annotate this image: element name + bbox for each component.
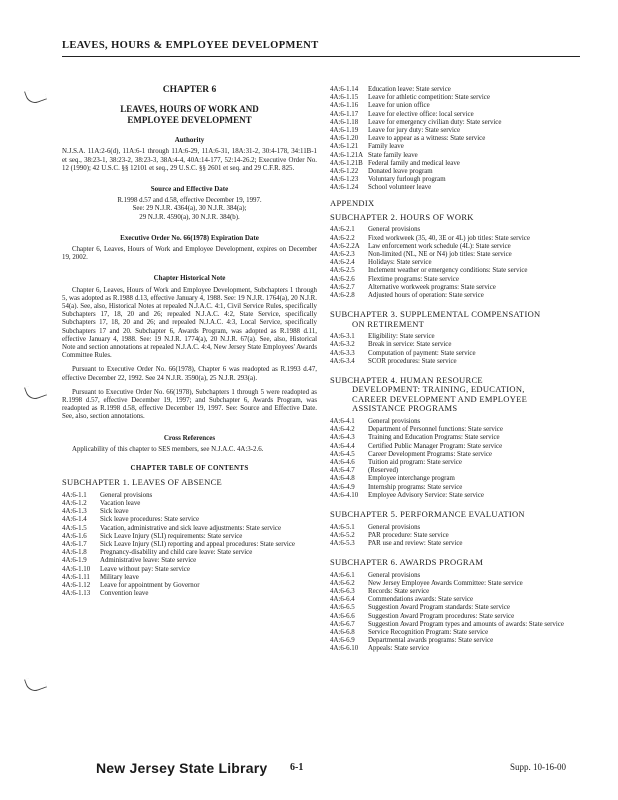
subchapter-1-heading: SUBCHAPTER 1. LEAVES OF ABSENCE [62,477,223,488]
toc-entry-title: Donated leave program [368,168,433,176]
toc-heading: CHAPTER TABLE OF CONTENTS [130,464,249,473]
toc-entry [330,143,585,151]
toc-entry-number: 4A:6-1.8 [62,549,87,557]
toc-entry [62,566,317,574]
toc-entry-number: 4A:6-1.6 [62,532,87,540]
toc-entry-number: 4A:6-2.1 [330,226,355,234]
toc-entry-title: General provisions [368,417,421,425]
toc-entry-title: Non-limited (NL, NE or N4) job titles: State service [368,250,512,258]
toc-entry-number: 4A:6-1.7 [62,541,87,549]
toc-entry-title: Commendations awards: State service [368,596,474,604]
subchapter-4-heading-line: CAREER DEVELOPMENT AND EMPLOYEE [352,393,528,404]
toc-entry-title: Fixed workweek (35, 40, 3E or 4L) job titles: State service [368,234,530,242]
source-heading: Source and Effective Date [150,185,229,194]
toc-entry-title: Flextime programs: State service [368,275,459,283]
running-header: LEAVES, HOURS & EMPLOYEE DEVELOPMENT [62,40,319,51]
authority-heading: Authority [174,136,205,145]
toc-entry-number: 4A:6-2.4 [330,259,355,267]
toc-entry-number: 4A:6-4.5 [330,450,355,458]
exec-order-text: Chapter 6, Leaves, Hours of Work and Employee Development, expires on December 19, 2002. [62,246,317,262]
toc-entry-number: 4A:6-1.9 [62,557,87,565]
toc-entry [330,434,585,442]
history-paragraph: Chapter 6, Leaves, Hours of Work and Employee Development, Subchapters 1 through 5, was adopted as R.1988 d.13, effective January 4, 1988. See: 19 N.J.R. 1764(a), 20 N.J.R. 54(a). See, also, Historical Notes at repealed N.J.A.C. 4:1, Civil Service Rules, specifically Subchapters 17, 18, 20 and 26; repealed N.J.A.C. 4:2, State Service, specifically Subchapters 17, 18, 20 and 26; and repealed N.J.A.C. 4:3, Local Service, specifically Subchapters 17 and 20. Subchapter 6, Awards Program, was adopted as R.1988 d.11, effective January 4, 1988. See: 19 N.J.R. 1774(a), 20 N.J.R. 67(a). See, also, Historical Note and section annotations at repealed N.J.A.C. 4:4, New Jersey State Employees' Awards Committee Rules. [62,286,317,360]
toc-entry [62,557,317,565]
toc-entry-title: Eligibility: State service [368,333,435,341]
toc-entry-number: 4A:6-1.16 [330,102,359,110]
toc-entry-title: Leave without pay: State service [100,565,190,573]
toc-entry-title: Leave to appear as a witness: State service [368,135,486,143]
toc-entry [330,284,585,292]
subchapter-6-heading: SUBCHAPTER 6. AWARDS PROGRAM [330,557,484,568]
toc-entry-number: 4A:6-6.10 [330,645,359,653]
toc-entry-title: Suggestion Award Program procedures: State service [368,612,515,620]
toc-entry-number: 4A:6-1.17 [330,110,359,118]
toc-entry-title: Suggestion Award Program standards: State service [368,604,510,612]
toc-entry [62,582,317,590]
toc-entry-number: 4A:6-1.13 [62,590,91,598]
toc-entry-title: Education leave: State service [368,86,451,93]
toc-entry-number: 4A:6-6.6 [330,612,355,620]
toc-entry-title: Break in service: State service [368,341,452,349]
toc-entry-number: 4A:6-1.22 [330,168,359,176]
toc-entry-title: Departmental awards programs: State service [368,637,494,645]
toc-entry-title: Sick Leave Injury (SLI) requirements: State service [100,532,243,540]
toc-entry [330,621,585,629]
toc-entry-number: 4A:6-2.7 [330,283,355,291]
toc-entry-number: 4A:6-5.2 [330,531,355,539]
toc-entry-number: 4A:6-1.21 [330,143,359,151]
toc-entry-title: Certified Public Manager Program: State service [368,442,503,450]
toc-entry [62,525,317,533]
toc-entry [62,492,317,500]
toc-entry-number: 4A:6-1.21A [330,151,364,159]
toc-entry-title: Leave for athletic competition: State service [368,94,490,102]
margin-check-mark [24,381,47,402]
subchapter-5-heading: SUBCHAPTER 5. PERFORMANCE EVALUATION [330,509,525,520]
toc-entry-title: Sick leave procedures: State service [100,516,200,524]
toc-entry-title: Family leave [368,143,404,151]
toc-entry-number: 4A:6-4.1 [330,417,355,425]
toc-entry-number: 4A:6-1.15 [330,94,359,102]
margin-check-mark [24,673,47,694]
margin-check-mark [24,85,47,106]
toc-entry-number: 4A:6-1.5 [62,524,87,532]
toc-entry [330,572,585,580]
toc-entry [330,588,585,596]
toc-entry [330,152,585,160]
toc-entry-title: Sick leave [100,508,129,516]
page-number: 6-1 [290,762,304,773]
toc-entry-number: 4A:6-4.4 [330,442,355,450]
subchapter-3-heading-line: SUBCHAPTER 3. SUPPLEMENTAL COMPENSATION [330,309,541,320]
toc-entry-number: 4A:6-1.20 [330,135,359,143]
subchapter-4-heading-line: ASSISTANCE PROGRAMS [352,403,458,414]
toc-entry [330,127,585,135]
toc-entry [62,500,317,508]
subchapter-4-list [330,418,585,500]
toc-entry [330,418,585,426]
toc-entry-title: Leave for elective office: local service [368,110,474,118]
toc-entry-number: 4A:6-6.2 [330,579,355,587]
subchapter-3-list [330,333,585,366]
toc-entry-number: 4A:6-1.21B [330,159,363,167]
toc-entry-title: General provisions [368,571,421,579]
toc-entry-number: 4A:6-1.10 [62,565,91,573]
toc-entry-title: (Reserved) [368,467,399,475]
toc-entry [330,251,585,259]
toc-entry-title: Vacation leave [100,500,141,507]
toc-entry [330,111,585,119]
toc-entry [330,540,585,548]
chapter-title [62,104,317,126]
toc-entry [62,533,317,541]
toc-entry-title: Inclement weather or emergency conditions: State service [368,267,528,275]
library-stamp: New Jersey State Library [96,760,268,776]
toc-entry-number: 4A:6-1.3 [62,508,87,516]
toc-entry-title: Vacation, administrative and sick leave adjustments: State service [100,524,282,532]
cross-references-text: Applicability of this chapter to SES members, see N.J.A.C. 4A:3-2.6. [72,445,264,453]
toc-entry-title: Sick Leave Injury (SLI) reporting and appeal procedures: State service [100,541,295,549]
toc-entry-number: 4A:6-5.3 [330,539,355,547]
toc-entry-number: 4A:6-6.1 [330,571,355,579]
toc-entry-number: 4A:6-1.14 [330,86,359,93]
toc-entry [330,613,585,621]
toc-entry [62,549,317,557]
subchapter-1-list-continued [330,86,585,193]
exec-order-heading: Executive Order No. 66(1978) Expiration Date [120,233,259,242]
toc-entry-number: 4A:6-4.2 [330,426,355,434]
toc-entry-title: Training and Education Programs: State service [368,434,500,442]
chapter-number: CHAPTER 6 [162,85,217,95]
toc-entry-title: Leave for emergency civilian duty: State service [368,118,502,126]
toc-entry [330,645,585,653]
appendix-heading: APPENDIX [330,197,375,208]
toc-entry-title: Voluntary furlough program [368,176,446,184]
toc-entry-number: 4A:6-1.1 [62,491,87,499]
toc-entry [62,516,317,524]
toc-entry [330,524,585,532]
toc-entry-number: 4A:6-2.8 [330,291,355,299]
toc-entry-number: 4A:6-6.4 [330,596,355,604]
toc-entry [330,102,585,110]
toc-entry-title: PAR use and review: State service [368,539,463,547]
toc-entry-title: Tuition aid program: State service [368,459,462,466]
toc-entry-title: General provisions [368,226,421,234]
subchapter-4-heading-line: DEVELOPMENT: TRAINING, EDUCATION, [352,384,525,395]
toc-entry [330,492,585,500]
toc-entry-number: 4A:6-1.23 [330,176,359,184]
toc-entry [330,235,585,243]
toc-entry-title: Adjusted hours of operation: State service [368,291,484,299]
toc-entry-number: 4A:6-4.7 [330,467,355,475]
toc-entry [330,532,585,540]
toc-entry-number: 4A:6-1.4 [62,516,87,524]
toc-entry-number: 4A:6-3.3 [330,349,355,357]
toc-entry [330,243,585,251]
toc-entry [330,358,585,366]
toc-entry-number: 4A:6-1.11 [62,573,90,581]
toc-entry-title: Leave for jury duty: State service [368,127,461,135]
toc-entry [330,467,585,475]
toc-entry-title: Convention leave [100,590,149,598]
toc-entry-title: General provisions [368,523,421,531]
toc-entry [330,292,585,300]
toc-entry-number: 4A:6-6.5 [330,604,355,612]
toc-entry [330,94,585,102]
toc-entry-number: 4A:6-4.3 [330,434,355,442]
subchapter-3-heading-line: ON RETIREMENT [352,318,425,329]
toc-entry-number: 4A:6-6.7 [330,620,355,628]
toc-entry-number: 4A:6-2.5 [330,267,355,275]
toc-entry-title: Appeals: State service [368,645,430,653]
toc-entry-number: 4A:6-4.10 [330,491,359,499]
toc-entry [330,484,585,492]
toc-entry-title: Employee interchange program [368,475,455,483]
subchapter-5-list [330,524,585,549]
toc-entry [330,333,585,341]
toc-entry [330,350,585,358]
toc-entry [330,637,585,645]
toc-entry-number: 4A:6-1.2 [62,500,87,507]
subchapter-4-heading [330,376,585,414]
right-column [330,86,585,654]
history-paragraph: Pursuant to Executive Order No. 66(1978), Chapter 6 was readopted as R.1993 d.47, effective December 22, 1992. See 24 N.J.R. 3590(a), 25 N.J.R. 293(a). [62,366,317,382]
toc-entry [330,168,585,176]
toc-entry-number: 4A:6-1.18 [330,118,359,126]
toc-entry-number: 4A:6-2.3 [330,250,355,258]
toc-entry-number: 4A:6-2.6 [330,275,355,283]
header-rule [62,56,580,57]
toc-entry-number: 4A:6-6.8 [330,629,355,637]
source-line: 29 N.J.R. 4590(a), 30 N.J.R. 384(b). [139,213,240,221]
toc-entry [330,475,585,483]
toc-entry [330,160,585,168]
toc-entry-number: 4A:6-2.2A [330,242,360,250]
history-paragraph: Pursuant to Executive Order No. 66(1978), Subchapters 1 through 5 were readopted as R.1998 d.57, effective December 19, 1997; and Subchapter 6, Awards Program, was readopted as R.1998 d.58, effective December 19, 1997. See: Source and Effective Date. See, also, section annotations. [62,388,317,421]
toc-entry [330,629,585,637]
toc-entry [62,508,317,516]
subchapter-2-list [330,226,585,300]
toc-entry-title: State family leave [368,151,418,159]
subchapter-4-heading-line: SUBCHAPTER 4. HUMAN RESOURCE [330,374,483,385]
toc-entry [330,276,585,284]
chapter-title-line: EMPLOYEE DEVELOPMENT [127,115,252,126]
cross-references-heading: Cross References [163,433,216,442]
toc-entry [330,226,585,234]
toc-entry-title: Suggestion Award Program types and amounts of awards: State service [368,620,564,628]
history-heading: Chapter Historical Note [153,274,226,283]
toc-entry-number: 4A:6-4.9 [330,483,355,491]
toc-entry-number: 4A:6-1.19 [330,127,359,135]
toc-entry [330,580,585,588]
toc-entry-title: Alternative workweek programs: State service [368,283,496,291]
toc-entry [330,426,585,434]
toc-entry [330,184,585,192]
subchapter-2-heading: SUBCHAPTER 2. HOURS OF WORK [330,211,474,222]
left-column [62,86,317,598]
toc-entry-title: PAR procedure: State service [368,531,449,539]
toc-entry-number: 4A:6-5.1 [330,523,355,531]
toc-entry [330,176,585,184]
toc-entry-title: Internship programs: State service [368,483,463,491]
toc-entry [330,596,585,604]
toc-entry-title: Department of Personnel functions: State service [368,426,503,434]
toc-entry [330,267,585,275]
toc-entry-number: 4A:6-1.12 [62,582,91,590]
toc-entry [330,119,585,127]
toc-entry-title: School volunteer leave [368,184,432,192]
toc-entry-title: Administrative leave: State service [100,557,197,565]
toc-entry-title: General provisions [100,491,153,499]
toc-entry-title: Leave for appointment by Governor [100,582,200,590]
toc-entry-title: Pregnancy-disability and child care leave: State service [100,549,253,557]
source-line: See: 29 N.J.R. 4364(a), 30 N.J.R. 384(a); [132,205,247,213]
subchapter-6-list [330,572,585,654]
authority-text: N.J.S.A. 11A:2-6(d), 11A:6-1 through 11A:6-29, 11A:6-31, 18A:31-2, 30:4-178, 34:11B-1 et seq., 38:23-1, 38:23-2, 38:23-3, 38A:4-4, 40A:14-177, 52:14-26.2; Executive Order No. 12 (1990); 42 U.S.C. §§ 12101 et seq., 29 U.S.C. §§ 2601 et seq. and 29 C.F.R. 825. [62,148,317,172]
toc-entry-number: 4A:6-6.3 [330,588,355,596]
source-line: R.1998 d.57 and d.58, effective December 19, 1997. [117,197,262,205]
toc-entry-number: 4A:6-6.9 [330,637,355,645]
toc-entry [330,86,585,94]
toc-entry-title: New Jersey Employee Awards Committee: State service [368,579,523,587]
toc-entry-number: 4A:6-4.6 [330,459,355,466]
toc-entry-number: 4A:6-4.8 [330,475,355,483]
supplement-date: Supp. 10-16-00 [510,762,566,772]
toc-entry-number: 4A:6-3.1 [330,333,355,341]
toc-entry [330,341,585,349]
toc-entry [62,541,317,549]
toc-entry [330,443,585,451]
toc-entry-title: Federal family and medical leave [368,159,460,167]
toc-entry [62,590,317,598]
toc-entry [330,604,585,612]
subchapter-1-list [62,492,317,599]
toc-entry [330,451,585,459]
chapter-title-line: LEAVES, HOURS OF WORK AND [120,104,259,115]
toc-entry-title: Law enforcement work schedule (4L): State service [368,242,511,250]
toc-entry-title: SCOR procedures: State service [368,357,457,365]
toc-entry-number: 4A:6-3.2 [330,341,355,349]
toc-entry-number: 4A:6-1.24 [330,184,359,192]
toc-entry-title: Leave for union office [368,102,430,110]
toc-entry-title: Computation of payment: State service [368,349,476,357]
subchapter-3-heading [330,310,585,329]
toc-entry-title: Holidays: State service [368,259,432,267]
toc-entry [330,459,585,467]
toc-entry-number: 4A:6-3.4 [330,357,355,365]
toc-entry [62,574,317,582]
toc-entry-title: Service Recognition Program: State service [368,629,489,637]
toc-entry [330,259,585,267]
toc-entry [330,135,585,143]
toc-entry-title: Military leave [100,573,139,581]
toc-entry-title: Records: State service [368,588,430,596]
toc-entry-number: 4A:6-2.2 [330,234,355,242]
toc-entry-title: Employee Advisory Service: State service [368,491,484,499]
toc-entry-title: Career Development Programs: State service [368,450,492,458]
